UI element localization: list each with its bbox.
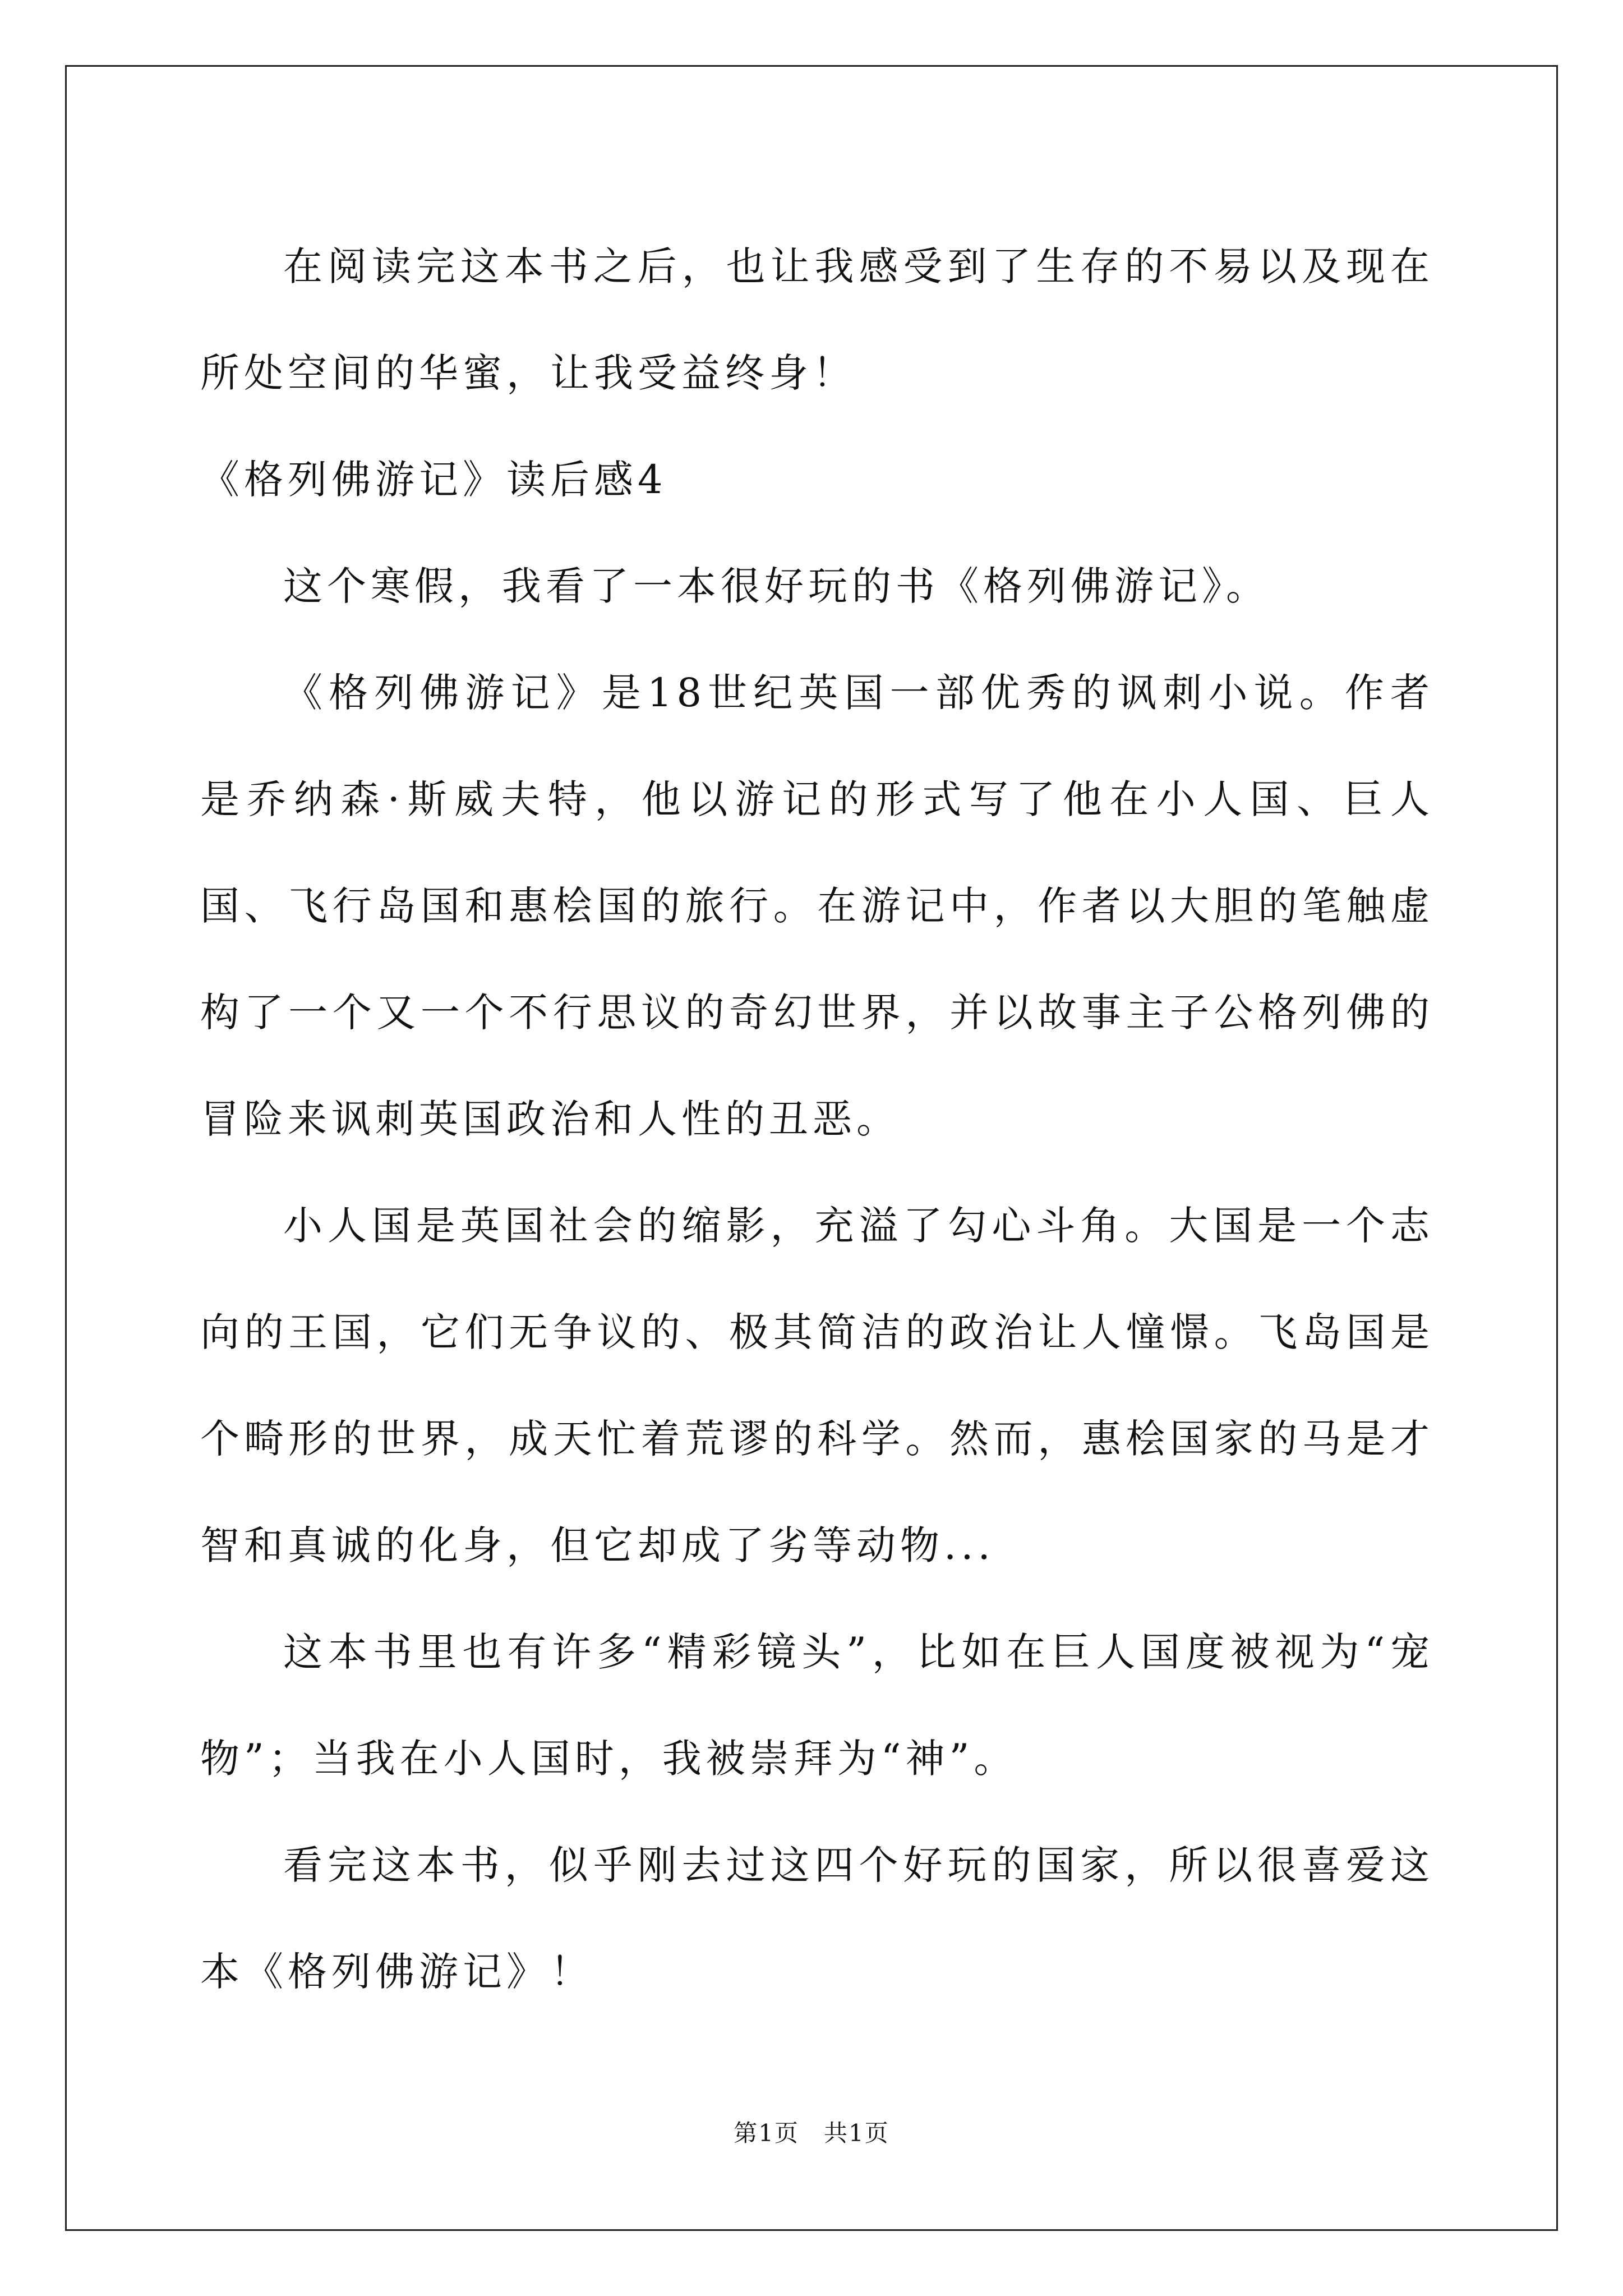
document-body	[200, 213, 1434, 2025]
paragraph-6: 看完这本书，似乎刚去过这四个好玩的国家，所以很喜爱这本《格列佛游记》！	[200, 1842, 1434, 1995]
page-footer: 第1页 共1页	[734, 2119, 889, 2147]
paragraph-5: 这本书里也有许多“精彩镜头”，比如在巨人国度被视为“宠物”；当我在小人国时，我被崇拜为“神”。	[200, 1629, 1434, 1782]
section-heading: 《格列佛游记》读后感4	[200, 457, 667, 503]
paragraph-4: 小人国是英国社会的缩影，充溢了勾心斗角。大国是一个志向的王国，它们无争议的、极其简洁的政治让人憧憬。飞岛国是个畸形的世界，成天忙着荒谬的科学。然而，惠桧国家的马是才智和真诚的化身，但它却成了劣等动物...	[200, 1203, 1434, 1568]
paragraph-3: 《格列佛游记》是18世纪英国一部优秀的讽刺小说。作者是乔纳森·斯威夫特，他以游记的形式写了他在小人国、巨人国、飞行岛国和惠桧国的旅行。在游记中，作者以大胆的笔触虚构了一个又一个不行思议的奇幻世界，并以故事主子公格列佛的冒险来讽刺英国政治和人性的丑恶。	[200, 670, 1434, 1142]
paragraph-1: 在阅读完这本书之后，也让我感受到了生存的不易以及现在所处空间的华蜜，让我受益终身！	[200, 243, 1434, 396]
paragraph-2: 这个寒假，我看了一本很好玩的书《格列佛游记》。	[283, 563, 1270, 609]
